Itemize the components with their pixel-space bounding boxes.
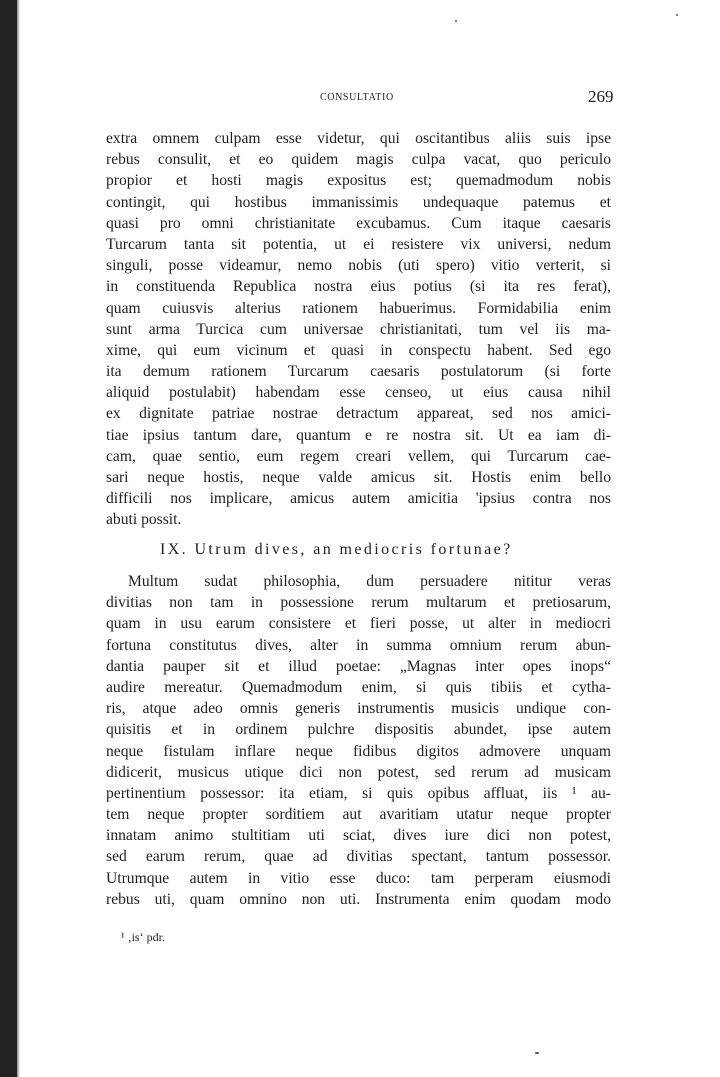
scan-speck (535, 1052, 539, 1054)
text-line: contingit, qui hostibus immanissimis undequaque patemus et (106, 193, 611, 211)
section-heading: IX. Utrum dives, an mediocris fortunae? (160, 541, 513, 558)
text-line: divitias non tam in possessione rerum multarum et pretiosarum, (106, 594, 611, 612)
text-line: cam, quae sentio, eum regem creari vellem, qui Turcarum cae- (106, 447, 611, 465)
text-line: sari neque hostis, neque valde amicus sit. Hostis enim bello (106, 469, 611, 486)
text-line: tiae ipsius tantum dare, quantum e re nostra sit. Ut ea iam di- (106, 426, 611, 444)
text-line: quam cuiusvis alterius rationem habuerimus. Formidabilia enim (106, 299, 611, 317)
text-line: fortuna constitutus dives, alter in summa omnium rerum abun- (106, 636, 611, 654)
text-line: quasi pro omni christianitate excubamus. Cum itaque caesaris (106, 214, 611, 232)
text-line: innatam animo stultitiam uti sciat, dives iure dici non potest, (106, 827, 611, 845)
text-line: Turcarum tanta sit potentia, ut ei resistere vix universi, nedum (106, 235, 611, 253)
text-line: xime, qui eum vicinum et quasi in conspectu habent. Sed ego (106, 341, 611, 359)
footnote: ¹ ‚is‘ pdr. (121, 930, 165, 944)
text-line: singuli, posse videamur, nemo nobis (uti spero) vitio verterit, si (106, 257, 611, 275)
scan-binding-edge (0, 0, 17, 1077)
text-line: Utrumque autem in vitio esse duco: tam perperam eiusmodi (106, 869, 611, 887)
text-line: extra omnem culpam esse videtur, qui oscitantibus aliis suis ipse (106, 130, 611, 147)
text-line: Multum sudat philosophia, dum persuadere nititur veras (128, 573, 611, 590)
text-line: rebus consulit, et eo quidem magis culpa vacat, quo periculo (106, 151, 611, 169)
text-line: rebus uti, quam omnino non uti. Instrumenta enim quodam modo (106, 890, 611, 908)
text-line: propior et hosti magis expositus est; quemadmodum nobis (106, 172, 611, 190)
text-line: ex dignitate patriae nostrae detractum appareat, sed nos amici- (106, 405, 611, 423)
text-line: abuti possit. (106, 511, 182, 529)
text-line: quam in usu earum consistere et fieri posse, ut alter in mediocri (106, 615, 611, 633)
scan-speck (676, 14, 678, 16)
text-line: pertinentium possessor: ita etiam, si quis opibus affluat, iis ¹ au- (106, 784, 611, 802)
scan-speck (455, 20, 457, 22)
text-line: sunt arma Turcica cum universae christianitati, tum vel iis ma- (106, 320, 611, 338)
text-line: in constituenda Republica nostra eius potius (si ita res ferat), (106, 278, 611, 296)
text-line: quisitis et in ordinem pulchre dispositis abundet, ipse autem (106, 721, 611, 739)
text-line: ris, atque adeo omnis generis instrumentis musicis undique con- (106, 700, 611, 718)
text-line: sed earum rerum, quae ad divitias spectant, tantum possessor. (106, 848, 611, 866)
text-line: aliquid postulabit) habendam esse censeo, ut eius causa nihil (106, 384, 611, 402)
text-line: difficili nos implicare, amicus autem amicitia 'ipsius contra nos (106, 490, 611, 508)
page-number: 269 (588, 87, 614, 106)
paragraph-1 (106, 128, 611, 531)
text-line: ita demum rationem Turcarum caesaris postulatorum (si forte (106, 363, 611, 381)
text-line: tem neque propter sorditiem aut avaritiam utatur neque propter (106, 806, 611, 824)
text-line: didicerit, musicus utique dici non potest, sed rerum ad musicam (106, 763, 611, 781)
running-title: CONSULTATIO (320, 92, 394, 103)
text-line: dantia pauper sit et illud poetae: „Magnas inter opes inops“ (106, 657, 611, 675)
text-line: neque fistulam inflare neque fidibus digitos admovere unquam (106, 742, 611, 760)
text-line: audire mereatur. Quemadmodum enim, si quis tibiis et cytha- (106, 678, 611, 696)
paragraph-2 (106, 571, 611, 910)
